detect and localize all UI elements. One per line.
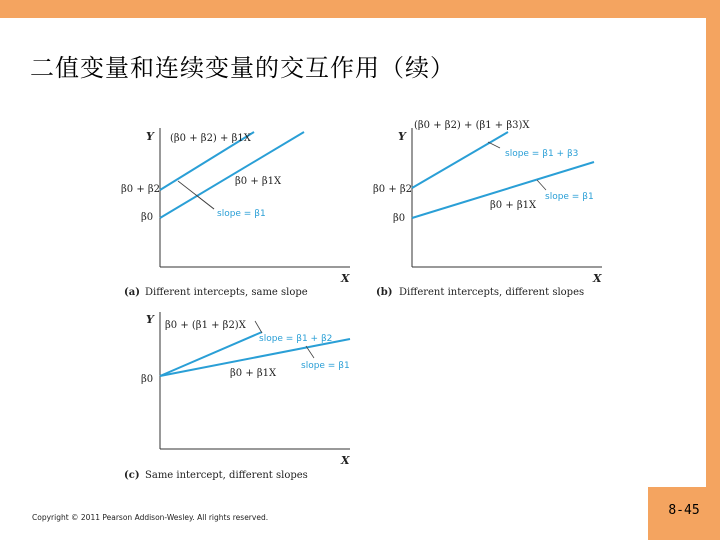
panel-a-caption: Different intercepts, same slope [145,287,308,298]
panel-a-lower-line-label: β0 + β1X [235,176,282,187]
panel-a-upper-line-label: (β0 + β2) + β1X [170,133,251,144]
panel-a-x-label: X [341,272,350,285]
page-number-box [648,487,720,540]
panel-b [373,120,602,298]
panel-c-x-label: X [341,454,350,467]
panel-c-slope-upper-pointer [255,321,262,333]
panel-b-upper-line [412,132,508,188]
panel-c-intercept: β0 [141,374,154,385]
panel-c-caption: Same intercept, different slopes [145,470,308,481]
panel-b-slope-upper-label: slope = β1 + β3 [505,149,579,159]
panel-c-lower-line-label: β0 + β1X [230,368,277,379]
panel-b-upper-line-label: (β0 + β2) + (β1 + β3)X [414,120,530,131]
panel-c-y-label: Y [146,313,154,326]
panel-b-caption-letter: (b) [376,287,393,298]
panel-a-slope-pointer-2 [196,195,214,209]
panel-b-intercept-lower: β0 [393,213,406,224]
panel-b-slope-lower-pointer [537,180,546,190]
panel-b-y-label: Y [398,130,406,143]
panel-b-caption: Different intercepts, different slopes [399,287,585,298]
panel-b-intercept-upper: β0 + β2 [373,184,413,195]
panel-b-slope-upper-pointer [488,142,500,148]
copyright-notice: Copyright © 2011 Pearson Addison-Wesley. All rights reserved. [32,513,269,522]
panel-c-slope-lower-label: slope = β1 [301,361,350,371]
panel-a-intercept-lower: β0 [141,212,154,223]
panel-a-intercept-upper: β0 + β2 [121,184,161,195]
slide-title: 二值变量和连续变量的交互作用（续） [30,54,455,82]
panel-c [124,312,350,481]
panel-b-lower-line-label: β0 + β1X [490,200,537,211]
panel-b-slope-lower-label: slope = β1 [545,192,594,202]
panel-c-upper-line-label: β0 + (β1 + β2)X [165,320,246,331]
panel-c-caption-letter: (c) [124,470,140,481]
panel-a-slope-label: slope = β1 [217,209,266,219]
panel-a-caption-letter: (a) [124,287,140,298]
page-number: 8-45 [668,503,700,518]
panel-a-y-label: Y [146,130,154,143]
panel-b-x-label: X [593,272,602,285]
panel-c-slope-upper-label: slope = β1 + β2 [259,334,333,344]
panel-a [121,128,350,298]
